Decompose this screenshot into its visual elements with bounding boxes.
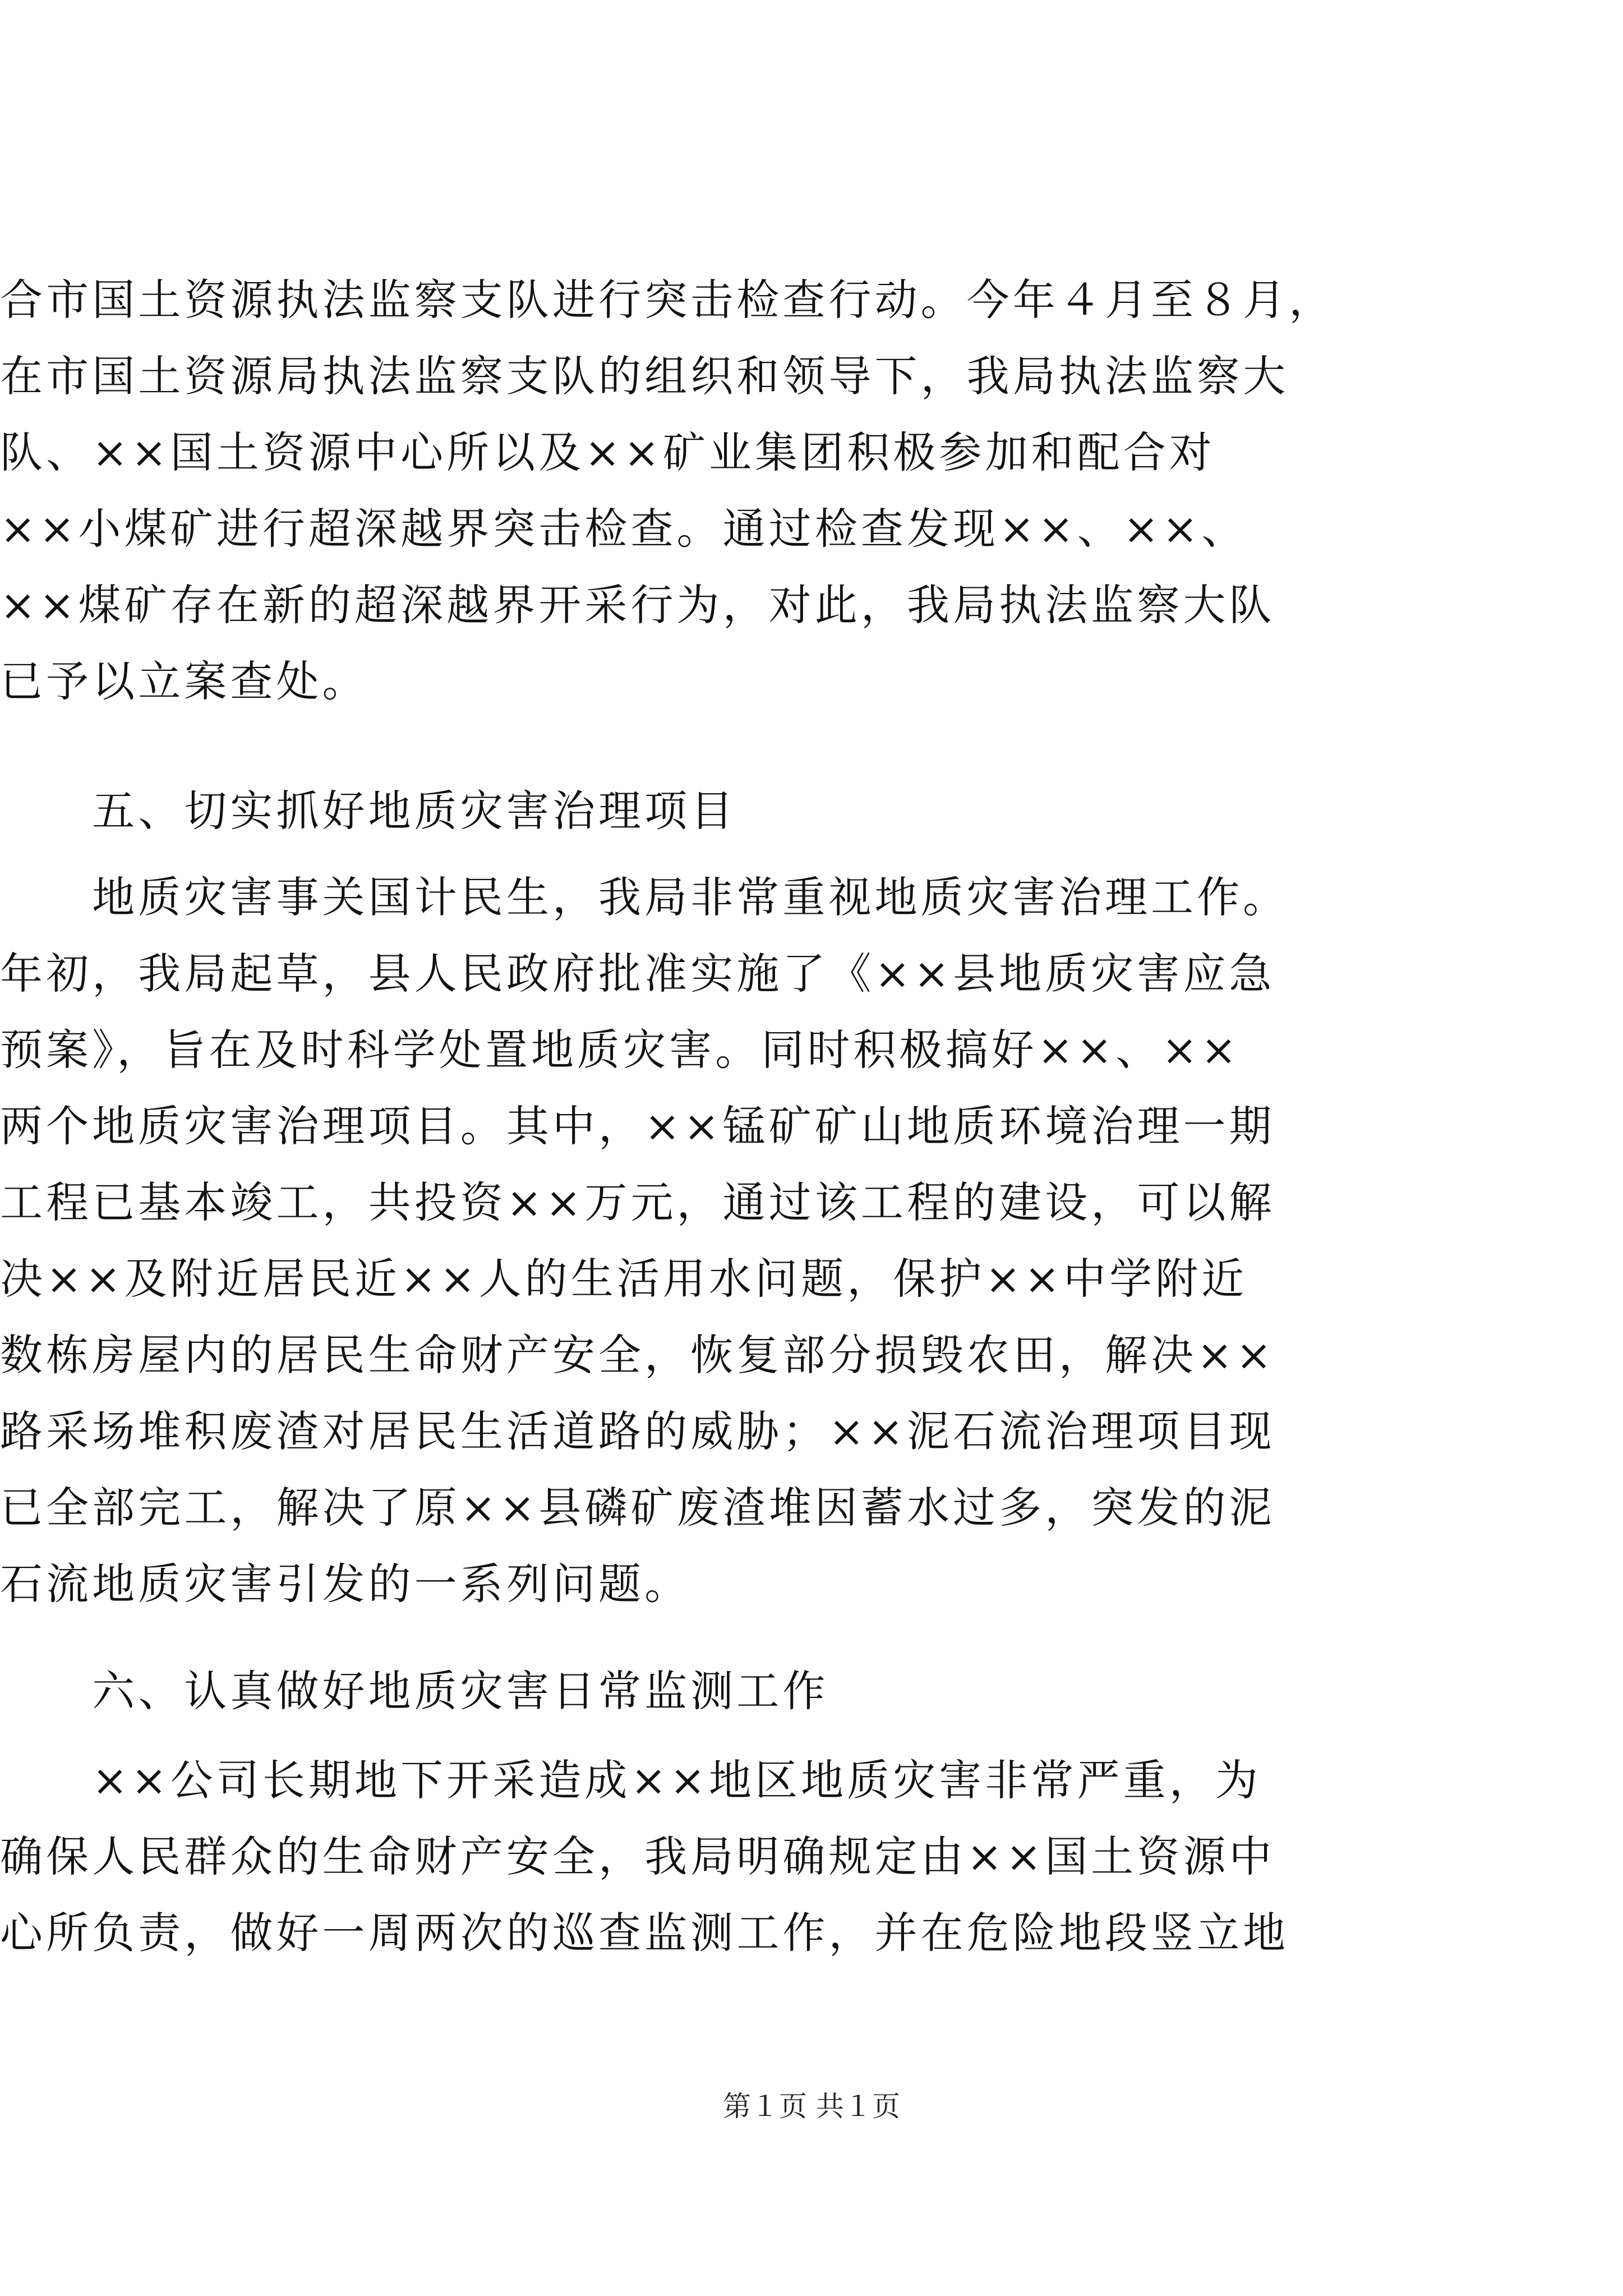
text-line: 决××及附近居民近××人的生活用水问题，保护××中学附近 — [0, 1254, 1248, 1304]
section-heading: 六、认真做好地质灾害日常监测工作 — [0, 1666, 829, 1716]
text-line: 合市国土资源执法监察支队进行突击检查行动。今年４月至８月， — [0, 275, 1335, 325]
text-line: 数栋房屋内的居民生命财产安全，恢复部分损毁农田，解决×× — [0, 1330, 1275, 1380]
text-line: 已全部完工，解决了原××县磷矿废渣堆因蓄水过多，突发的泥 — [0, 1483, 1275, 1533]
text-line: 地质灾害事关国计民生，我局非常重视地质灾害治理工作。 — [0, 872, 1289, 922]
section-heading: 五、切实抓好地质灾害治理项目 — [0, 786, 737, 836]
text-line: ××公司长期地下开采造成××地区地质灾害非常严重，为 — [0, 1755, 1261, 1805]
text-line: 确保人民群众的生命财产安全，我局明确规定由××国土资源中 — [0, 1832, 1275, 1881]
text-line: 年初，我局起草，县人民政府批准实施了《××县地质灾害应急 — [0, 949, 1275, 999]
text-line: ××小煤矿进行超深越界突击检查。通过检查发现××、××、 — [0, 504, 1248, 554]
text-line: 石流地质灾害引发的一系列问题。 — [0, 1559, 691, 1609]
text-line: ××煤矿存在新的超深越界开采行为，对此，我局执法监察大队 — [0, 580, 1275, 630]
text-line: 队、××国土资源中心所以及××矿业集团积极参加和配合对 — [0, 427, 1215, 477]
text-line: 两个地质灾害治理项目。其中，××锰矿矿山地质环境治理一期 — [0, 1101, 1275, 1151]
text-line: 预案》，旨在及时科学处置地质灾害。同时积极搞好××、×× — [0, 1025, 1240, 1075]
text-line: 在市国土资源局执法监察支队的组织和领导下，我局执法监察大 — [0, 351, 1289, 401]
text-line: 已予以立案查处。 — [0, 656, 368, 706]
text-line: 路采场堆积废渣对居民生活道路的威胁；××泥石流治理项目现 — [0, 1406, 1275, 1456]
page-footer: 第１页 共１页 — [723, 2090, 900, 2123]
text-line: 工程已基本竣工，共投资××万元，通过该工程的建设，可以解 — [0, 1177, 1275, 1227]
text-line: 心所负责，做好一周两次的巡查监测工作，并在危险地段竖立地 — [0, 1908, 1289, 1958]
